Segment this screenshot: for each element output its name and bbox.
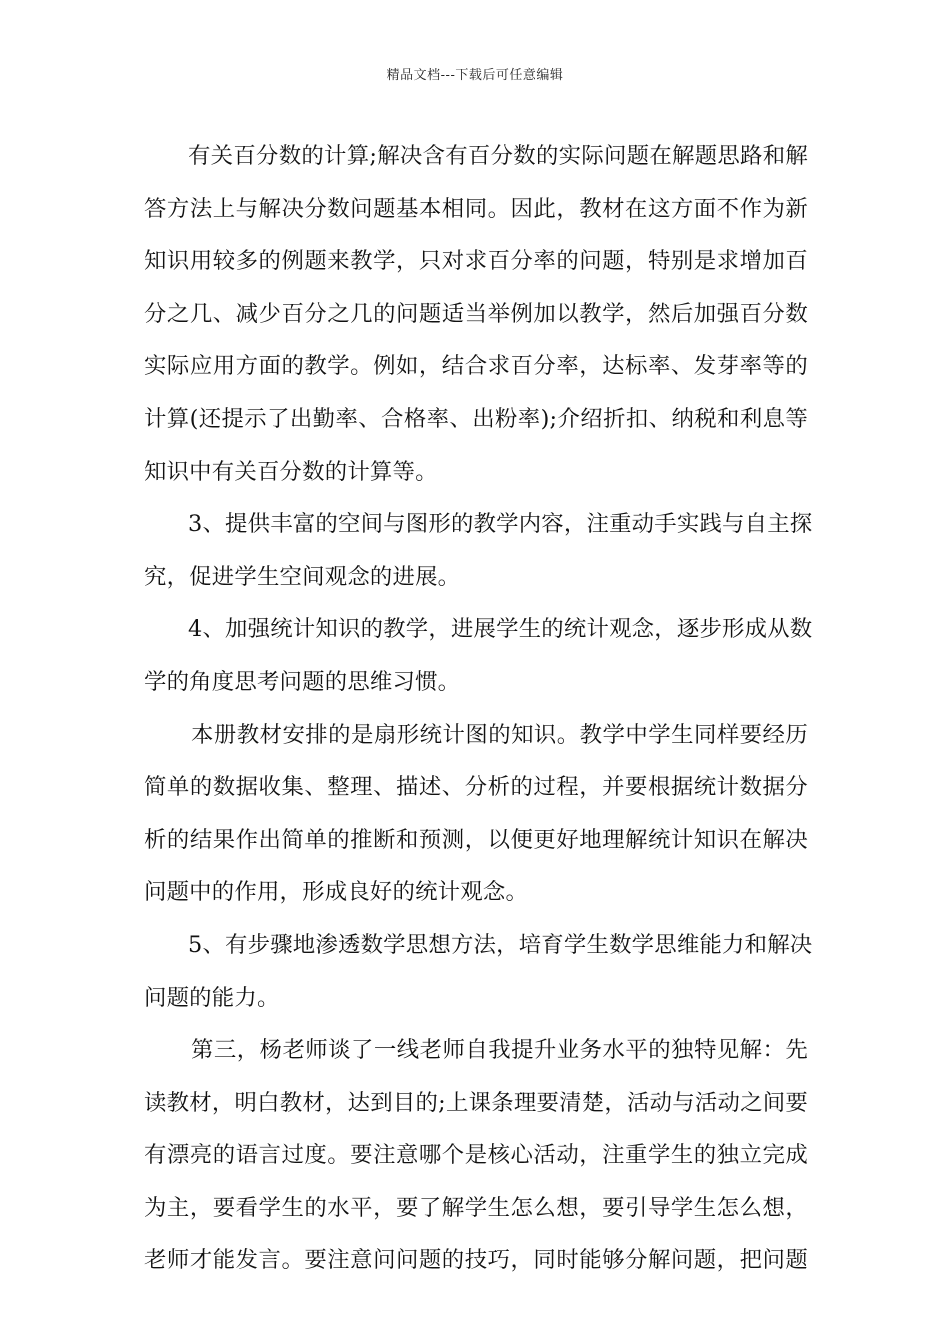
paragraph-line: 本册教材安排的是扇形统计图的知识。教学中学生同样要经历 xyxy=(191,721,808,748)
paragraph-line: 问题中的作用，形成良好的统计观念。 xyxy=(144,879,529,906)
paragraph-line: 3、提供丰富的空间与图形的教学内容，注重动手实践与自主探 xyxy=(188,511,813,538)
paragraph-line: 老师才能发言。要注意问问题的技巧，同时能够分解问题，把问题 xyxy=(144,1247,808,1274)
paragraph-line: 有关百分数的计算;解决含有百分数的实际问题在解题思路和解 xyxy=(188,143,808,169)
document-body xyxy=(144,134,813,1291)
paragraph-line: 实际应用方面的教学。例如，结合求百分率，达标率、发芽率等的 xyxy=(144,353,808,380)
paragraph-line: 知识用较多的例题来教学，只对求百分率的问题，特别是求增加百 xyxy=(144,248,808,275)
paragraph-line: 5、有步骤地渗透数学思想方法，培育学生数学思维能力和解决 xyxy=(188,931,813,958)
paragraph-line: 析的结果作出简单的推断和预测，以便更好地理解统计知识在解决 xyxy=(144,826,808,853)
paragraph-line: 计算(还提示了出勤率、合格率、出粉率);介绍折扣、纳税和利息等 xyxy=(144,405,808,432)
paragraph-line: 读教材，明白教材，达到目的;上课条理要清楚，活动与活动之间要 xyxy=(144,1089,808,1116)
paragraph-line: 问题的能力。 xyxy=(144,984,280,1011)
paragraph-line: 有漂亮的语言过度。要注意哪个是核心活动，注重学生的独立完成 xyxy=(144,1142,808,1169)
paragraph-line: 第三，杨老师谈了一线老师自我提升业务水平的独特见解：先 xyxy=(191,1037,808,1064)
paragraph-line: 学的角度思考问题的思维习惯。 xyxy=(144,668,461,695)
paragraph-line: 答方法上与解决分数问题基本相同。因此，教材在这方面不作为新 xyxy=(144,195,808,222)
paragraph-line: 分之几、减少百分之几的问题适当举例加以教学，然后加强百分数 xyxy=(144,300,808,327)
paragraph-line: 简单的数据收集、整理、描述、分析的过程，并要根据统计数据分 xyxy=(144,774,808,801)
paragraph-line: 究，促进学生空间观念的进展。 xyxy=(144,563,461,590)
paragraph-line: 为主，要看学生的水平，要了解学生怎么想，要引导学生怎么想， xyxy=(144,1194,808,1221)
page-header: 精品文档---下载后可任意编辑 xyxy=(386,68,564,83)
paragraph-line: 知识中有关百分数的计算等。 xyxy=(144,458,438,485)
paragraph-line: 4、加强统计知识的教学，进展学生的统计观念，逐步形成从数 xyxy=(188,616,813,643)
